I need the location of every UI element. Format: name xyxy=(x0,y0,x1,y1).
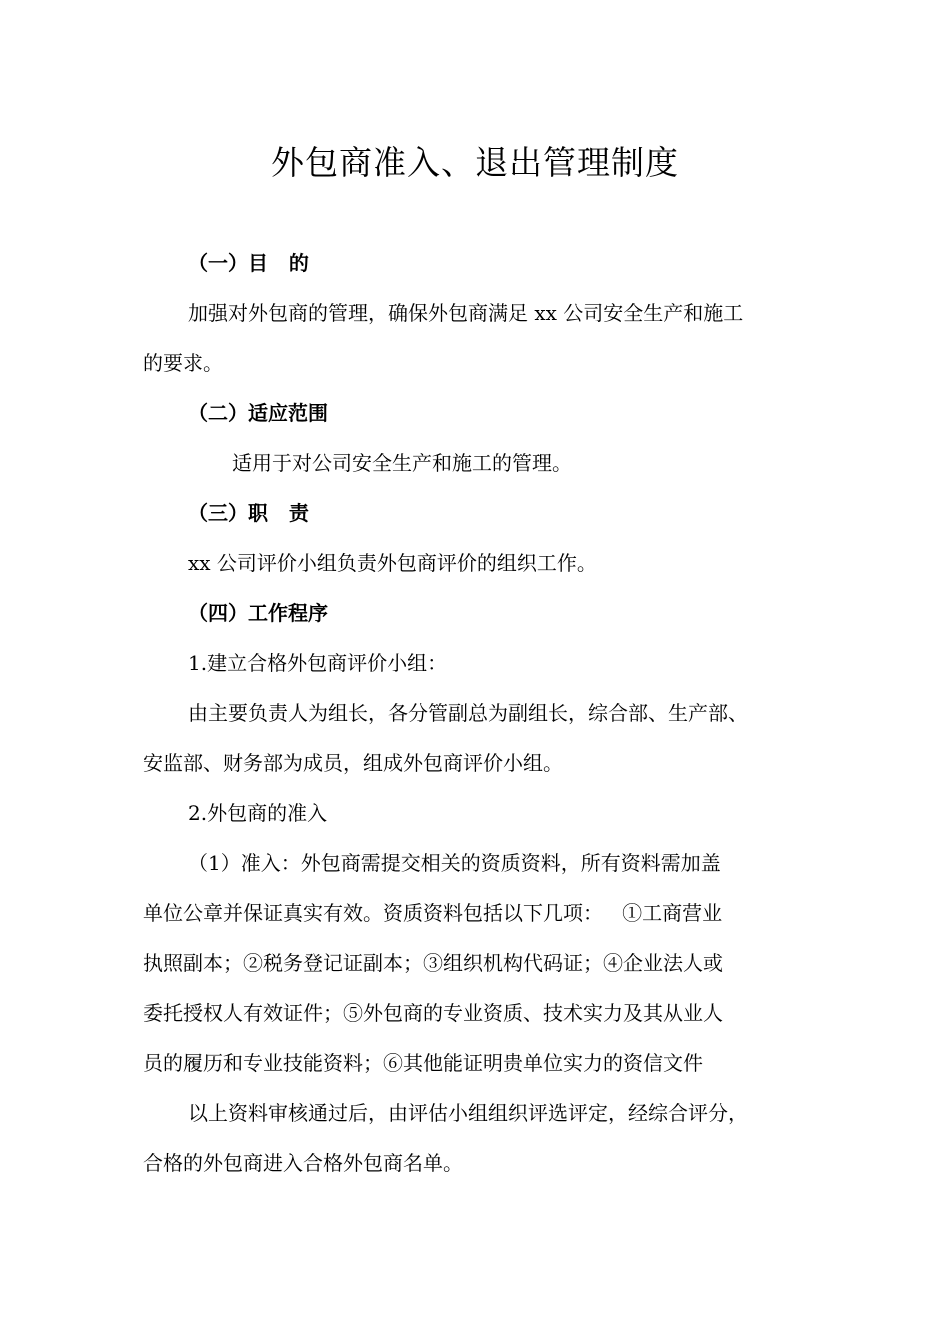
paragraph-line: 1.建立合格外包商评价小组： xyxy=(188,651,448,675)
paragraph-line: 委托授权人有效证件；⑤外包商的专业资质、技术实力及其从业人 xyxy=(143,1001,723,1025)
paragraph-line: 适用于对公司安全生产和施工的管理。 xyxy=(232,451,572,475)
paragraph-line: （1）准入：外包商需提交相关的资质资料，所有资料需加盖 xyxy=(188,851,721,875)
paragraph-line: 单位公章并保证真实有效。资质资料包括以下几项： ①工商营业 xyxy=(143,901,723,925)
paragraph-line: 加强对外包商的管理，确保外包商满足 xx 公司安全生产和施工 xyxy=(188,301,744,325)
section-heading-duties: （三）职 责 xyxy=(188,501,309,525)
paragraph-line: 的要求。 xyxy=(143,351,223,375)
paragraph-line: 以上资料审核通过后，由评估小组组织评选评定，经综合评分， xyxy=(188,1101,748,1125)
section-heading-scope: （二）适应范围 xyxy=(188,401,328,425)
paragraph-line: 员的履历和专业技能资料；⑥其他能证明贵单位实力的资信文件 xyxy=(143,1051,703,1075)
paragraph-line: 合格的外包商进入合格外包商名单。 xyxy=(143,1151,463,1175)
section-heading-purpose: （一）目 的 xyxy=(188,251,309,275)
paragraph-line: 由主要负责人为组长，各分管副总为副组长，综合部、生产部、 xyxy=(188,701,748,725)
section-heading-procedure: （四）工作程序 xyxy=(188,601,328,625)
paragraph-line: 2.外包商的准入 xyxy=(188,801,328,825)
document-title: 外包商准入、退出管理制度 xyxy=(271,143,679,182)
paragraph-line: xx 公司评价小组负责外包商评价的组织工作。 xyxy=(188,551,597,575)
paragraph-line: 执照副本；②税务登记证副本；③组织机构代码证；④企业法人或 xyxy=(143,951,723,975)
paragraph-line: 安监部、财务部为成员，组成外包商评价小组。 xyxy=(143,751,563,775)
